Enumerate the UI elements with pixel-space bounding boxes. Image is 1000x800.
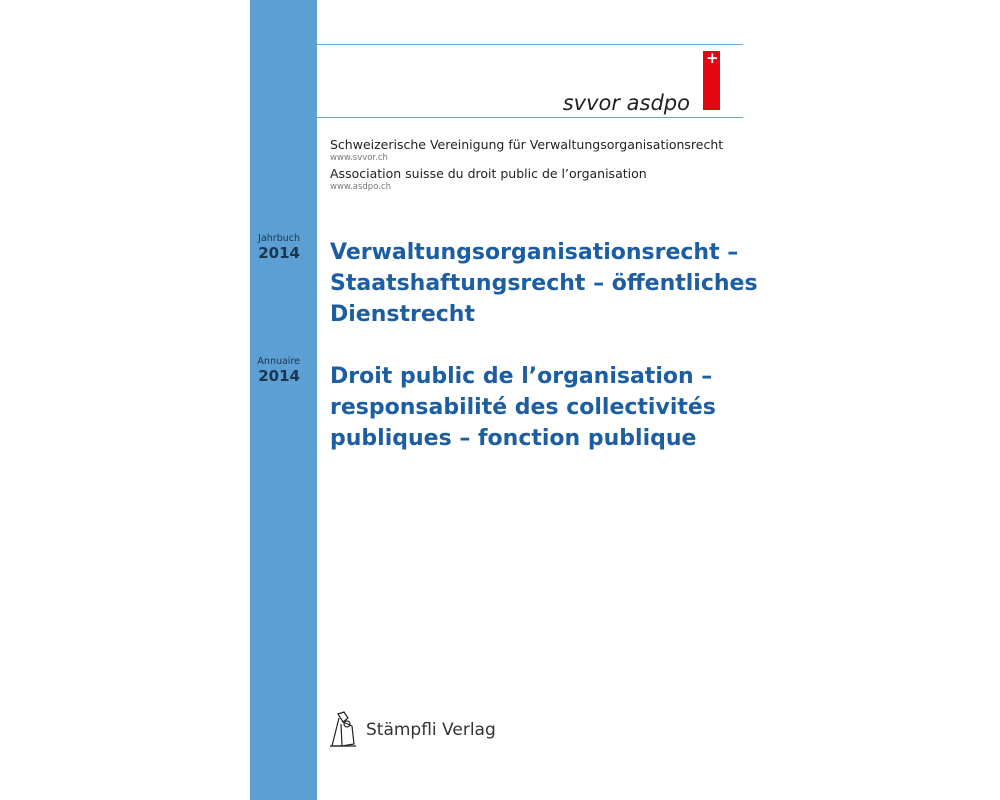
yearbook-label: Jahrbuch	[258, 233, 300, 244]
title-line: Droit public de l’organisation –	[330, 364, 713, 389]
org-url-fr: www.asdpo.ch	[330, 182, 392, 192]
publisher-name: Stämpfli Verlag	[366, 720, 496, 740]
title-line: Staatshaftungsrecht – öffentliches	[330, 271, 758, 296]
yearbook-de	[258, 233, 300, 262]
yearbook-label: Annuaire	[257, 356, 300, 367]
swiss-flag-icon: +	[703, 51, 720, 110]
title-line: responsabilité des collectivités	[330, 395, 716, 420]
title-line: Verwaltungsorganisationsrecht –	[330, 240, 739, 265]
yearbook-year: 2014	[258, 244, 300, 262]
yearbook-fr	[257, 356, 300, 385]
org-url-de: www.svvor.ch	[330, 153, 388, 163]
org-name-de: Schweizerische Vereinigung für Verwaltungsorganisationsrecht	[330, 137, 724, 152]
yearbook-year: 2014	[258, 367, 300, 385]
cover-side-strip	[250, 0, 317, 800]
title-line: Dienstrecht	[330, 302, 475, 327]
publisher	[328, 710, 496, 750]
org-name-fr: Association suisse du droit public de l’organisation	[330, 166, 647, 181]
title-line: publiques – fonction publique	[330, 426, 697, 451]
association-logo: svvor asdpo	[562, 91, 690, 115]
title-fr	[330, 361, 716, 454]
publisher-logo-icon	[328, 710, 358, 750]
divider-bottom	[317, 117, 743, 118]
divider-top	[317, 44, 743, 45]
title-de	[330, 237, 758, 330]
